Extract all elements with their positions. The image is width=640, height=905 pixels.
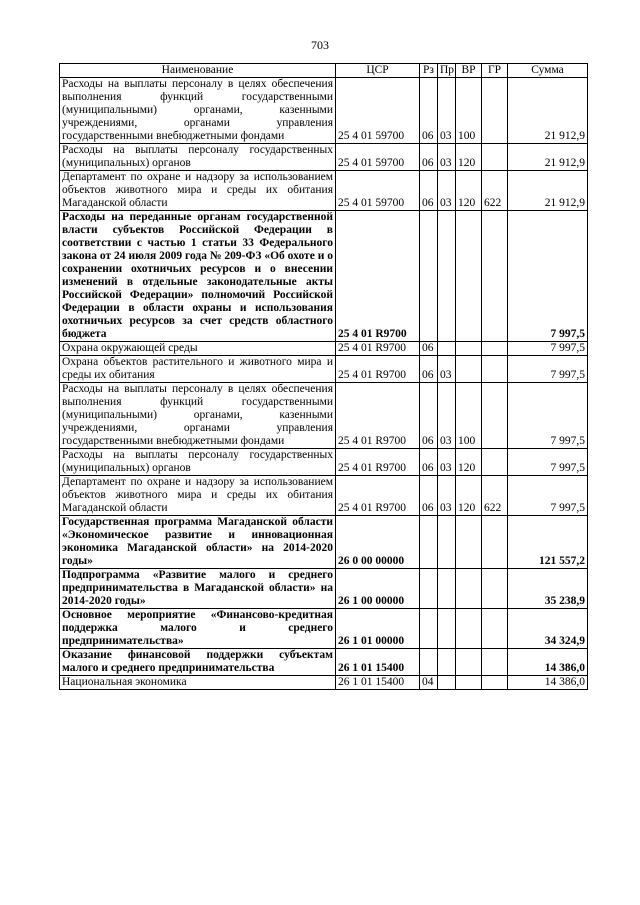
cell-csr: 26 0 00 00000 [336,516,420,569]
cell-csr: 25 4 01 R9700 [336,356,420,383]
cell-sum: 14 386,0 [508,649,588,676]
cell-name: Охрана объектов растительного и животного мира и среды их обитания [60,356,336,383]
cell-rz [420,569,438,609]
cell-vr [456,356,482,383]
cell-rz: 06 [420,476,438,516]
cell-vr: 120 [456,476,482,516]
cell-sum: 14 386,0 [508,676,588,690]
cell-gr [482,78,508,144]
cell-name: Расходы на выплаты персоналу в целях обеспечения выполнения функций государственными (муниципальными) органами, казенными учреждениями, органами управления государственными внебюджетными фондами [60,78,336,144]
cell-name: Национальная экономика [60,676,336,690]
cell-pr: 03 [438,78,456,144]
cell-gr [482,516,508,569]
cell-name: Подпрограмма «Развитие малого и среднего предпринимательства в Магаданской области» на 2014-2020 годы» [60,569,336,609]
cell-pr [438,342,456,356]
cell-sum: 7 997,5 [508,356,588,383]
cell-gr [482,342,508,356]
cell-rz: 06 [420,356,438,383]
cell-rz: 06 [420,144,438,171]
cell-gr [482,609,508,649]
table-body [60,78,588,690]
cell-pr: 03 [438,383,456,449]
cell-vr [456,211,482,342]
table-header-row [60,64,588,78]
cell-csr: 25 4 01 R9700 [336,383,420,449]
cell-pr: 03 [438,356,456,383]
cell-pr [438,649,456,676]
table-row [60,356,588,383]
cell-name: Расходы на выплаты персоналу государственных (муниципальных) органов [60,449,336,476]
cell-gr [482,383,508,449]
cell-sum: 7 997,5 [508,476,588,516]
cell-csr: 25 4 01 59700 [336,78,420,144]
header-sum: Сумма [508,64,588,78]
cell-rz: 06 [420,342,438,356]
cell-sum: 7 997,5 [508,449,588,476]
cell-vr [456,609,482,649]
cell-gr [482,569,508,609]
cell-vr [456,676,482,690]
table-row [60,171,588,211]
cell-pr: 03 [438,144,456,171]
cell-name: Основное мероприятие «Финансово-кредитная поддержка малого и среднего предпринимательства» [60,609,336,649]
cell-gr [482,356,508,383]
cell-csr: 25 4 01 R9700 [336,342,420,356]
cell-gr [482,676,508,690]
cell-name: Государственная программа Магаданской области «Экономическое развитие и инновационная экономика Магаданской области» на 2014-2020 годы» [60,516,336,569]
cell-gr [482,649,508,676]
header-vr: ВР [456,64,482,78]
cell-sum: 34 324,9 [508,609,588,649]
cell-rz: 04 [420,676,438,690]
cell-sum: 7 997,5 [508,342,588,356]
cell-name: Охрана окружающей среды [60,342,336,356]
table-row [60,342,588,356]
table-row [60,609,588,649]
table-row [60,676,588,690]
budget-table [59,63,588,690]
cell-sum: 21 912,9 [508,78,588,144]
table-row [60,211,588,342]
cell-pr: 03 [438,449,456,476]
cell-rz [420,516,438,569]
cell-gr [482,449,508,476]
cell-pr [438,211,456,342]
cell-name: Расходы на выплаты персоналу государственных (муниципальных) органов [60,144,336,171]
cell-sum: 21 912,9 [508,171,588,211]
table-row [60,144,588,171]
cell-csr: 25 4 01 59700 [336,144,420,171]
cell-csr: 26 1 00 00000 [336,569,420,609]
cell-rz [420,211,438,342]
table-row [60,476,588,516]
cell-gr [482,144,508,171]
cell-pr [438,676,456,690]
cell-vr: 120 [456,171,482,211]
cell-sum: 21 912,9 [508,144,588,171]
cell-csr: 26 1 01 00000 [336,609,420,649]
cell-sum: 7 997,5 [508,383,588,449]
cell-vr [456,342,482,356]
cell-pr [438,516,456,569]
header-gr: ГР [482,64,508,78]
table-row [60,78,588,144]
cell-csr: 25 4 01 R9700 [336,476,420,516]
cell-name: Расходы на переданные органам государственной власти субъектов Российской Федерации в соответствии с частью 1 статьи 33 Федерального закона от 24 июля 2009 года № 209-ФЗ «Об охоте и о сохранении охотничьих ресурсов и о внесении изменений в отдельные законодательные акты Российской Федерации» полномочий Российской Федерации в области охраны и использования охотничьих ресурсов за счет средств областного бюджета [60,211,336,342]
cell-vr [456,649,482,676]
cell-sum: 121 557,2 [508,516,588,569]
cell-pr [438,569,456,609]
cell-csr: 25 4 01 59700 [336,171,420,211]
cell-gr: 622 [482,476,508,516]
cell-csr: 25 4 01 R9700 [336,449,420,476]
cell-rz: 06 [420,383,438,449]
cell-vr: 100 [456,78,482,144]
cell-csr: 26 1 01 15400 [336,649,420,676]
table-row [60,449,588,476]
table-row [60,516,588,569]
header-pr: Пр [438,64,456,78]
cell-vr [456,516,482,569]
cell-rz: 06 [420,171,438,211]
table-row [60,569,588,609]
cell-name: Расходы на выплаты персоналу в целях обеспечения выполнения функций государственными (муниципальными) органами, казенными учреждениями, органами управления государственными внебюджетными фондами [60,383,336,449]
cell-sum: 7 997,5 [508,211,588,342]
cell-csr: 25 4 01 R9700 [336,211,420,342]
cell-rz [420,649,438,676]
cell-pr: 03 [438,171,456,211]
cell-gr: 622 [482,171,508,211]
cell-name: Департамент по охране и надзору за использованием объектов животного мира и среды их обитания Магаданской области [60,476,336,516]
cell-rz: 06 [420,78,438,144]
cell-pr: 03 [438,476,456,516]
cell-gr [482,211,508,342]
table-row [60,383,588,449]
cell-vr [456,569,482,609]
page-number: 703 [311,38,329,52]
cell-name: Департамент по охране и надзору за использованием объектов животного мира и среды их обитания Магаданской области [60,171,336,211]
header-csr: ЦСР [336,64,420,78]
header-name: Наименование [60,64,336,78]
cell-pr [438,609,456,649]
table-row [60,649,588,676]
cell-vr: 100 [456,383,482,449]
cell-sum: 35 238,9 [508,569,588,609]
cell-csr: 26 1 01 15400 [336,676,420,690]
cell-vr: 120 [456,449,482,476]
cell-vr: 120 [456,144,482,171]
header-rz: Рз [420,64,438,78]
cell-name: Оказание финансовой поддержки субъектам малого и среднего предпринимательства [60,649,336,676]
cell-rz [420,609,438,649]
cell-rz: 06 [420,449,438,476]
